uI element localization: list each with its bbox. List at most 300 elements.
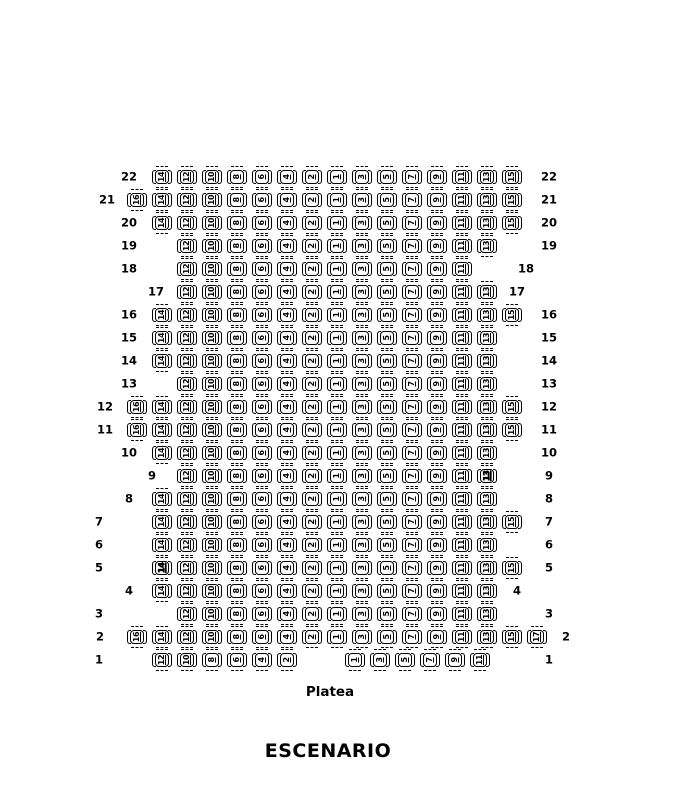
seat[interactable] [477, 511, 497, 533]
seat[interactable] [177, 580, 197, 602]
seat[interactable] [377, 557, 397, 579]
seat[interactable] [502, 189, 522, 211]
seat[interactable] [227, 327, 247, 349]
seat[interactable] [202, 626, 222, 648]
seat[interactable] [252, 511, 272, 533]
seat[interactable] [177, 465, 197, 487]
seat[interactable] [177, 350, 197, 372]
seat[interactable] [252, 649, 272, 671]
seat[interactable] [502, 511, 522, 533]
seat[interactable] [277, 166, 297, 188]
seat[interactable] [452, 442, 472, 464]
seat[interactable] [502, 626, 522, 648]
seat[interactable] [452, 580, 472, 602]
seat[interactable] [277, 626, 297, 648]
seat[interactable] [252, 465, 272, 487]
seat[interactable] [427, 557, 447, 579]
seat[interactable] [402, 580, 422, 602]
seat[interactable] [427, 396, 447, 418]
seat[interactable] [177, 327, 197, 349]
seat[interactable] [127, 396, 147, 418]
seat[interactable] [427, 304, 447, 326]
seat[interactable] [302, 465, 322, 487]
seat[interactable] [202, 258, 222, 280]
seat[interactable] [227, 281, 247, 303]
seat[interactable] [127, 419, 147, 441]
seat[interactable] [227, 373, 247, 395]
seat[interactable] [227, 212, 247, 234]
seat[interactable] [352, 235, 372, 257]
seat[interactable] [177, 235, 197, 257]
seat[interactable] [152, 304, 172, 326]
seat[interactable] [402, 350, 422, 372]
seat[interactable] [477, 419, 497, 441]
seat[interactable] [277, 511, 297, 533]
seat[interactable] [502, 304, 522, 326]
seat[interactable] [277, 258, 297, 280]
seat[interactable] [502, 212, 522, 234]
seat[interactable] [227, 350, 247, 372]
seat[interactable] [327, 396, 347, 418]
seat[interactable] [352, 626, 372, 648]
seat[interactable] [452, 626, 472, 648]
seat[interactable] [177, 511, 197, 533]
seat[interactable] [252, 488, 272, 510]
seat[interactable] [302, 235, 322, 257]
seat[interactable] [452, 212, 472, 234]
seat[interactable] [327, 419, 347, 441]
seat[interactable] [477, 350, 497, 372]
seat[interactable] [227, 580, 247, 602]
seat[interactable] [327, 235, 347, 257]
seat[interactable] [427, 281, 447, 303]
seat[interactable] [345, 649, 365, 671]
seat[interactable] [402, 419, 422, 441]
seat[interactable] [502, 396, 522, 418]
seat[interactable] [402, 511, 422, 533]
seat[interactable] [477, 281, 497, 303]
seat[interactable] [202, 580, 222, 602]
seat[interactable] [377, 488, 397, 510]
seat[interactable] [402, 465, 422, 487]
seat[interactable] [227, 465, 247, 487]
seat[interactable] [302, 258, 322, 280]
seat[interactable] [152, 626, 172, 648]
seat[interactable] [402, 488, 422, 510]
seat[interactable] [302, 281, 322, 303]
seat[interactable] [152, 442, 172, 464]
seat[interactable] [352, 511, 372, 533]
seat[interactable] [177, 534, 197, 556]
seat[interactable] [402, 327, 422, 349]
seat[interactable] [252, 281, 272, 303]
seat[interactable] [252, 212, 272, 234]
seat[interactable] [302, 626, 322, 648]
seat[interactable] [152, 419, 172, 441]
seat[interactable] [127, 189, 147, 211]
seat[interactable] [252, 396, 272, 418]
seat[interactable] [427, 465, 447, 487]
seat[interactable] [352, 396, 372, 418]
seat[interactable] [452, 281, 472, 303]
seat[interactable] [452, 534, 472, 556]
seat[interactable] [352, 350, 372, 372]
seat[interactable] [352, 488, 372, 510]
seat[interactable] [402, 442, 422, 464]
seat[interactable] [327, 580, 347, 602]
seat[interactable] [427, 166, 447, 188]
seat[interactable] [352, 304, 372, 326]
seat[interactable] [327, 212, 347, 234]
seat[interactable] [377, 327, 397, 349]
seat[interactable] [327, 189, 347, 211]
seat[interactable] [302, 580, 322, 602]
seat[interactable] [177, 603, 197, 625]
seat[interactable] [377, 304, 397, 326]
seat[interactable] [452, 419, 472, 441]
seat[interactable] [477, 465, 497, 487]
seat[interactable] [377, 396, 397, 418]
seat[interactable] [352, 373, 372, 395]
seat[interactable] [327, 166, 347, 188]
seat[interactable] [227, 166, 247, 188]
seat[interactable] [377, 350, 397, 372]
seat[interactable] [377, 373, 397, 395]
seat[interactable] [402, 166, 422, 188]
seat[interactable] [477, 534, 497, 556]
seat[interactable] [427, 488, 447, 510]
seat[interactable] [202, 396, 222, 418]
seat[interactable] [152, 189, 172, 211]
seat[interactable] [177, 488, 197, 510]
seat[interactable] [252, 304, 272, 326]
seat[interactable] [402, 534, 422, 556]
seat[interactable] [477, 189, 497, 211]
seat[interactable] [402, 557, 422, 579]
seat[interactable] [352, 580, 372, 602]
seat[interactable] [470, 649, 490, 671]
seat[interactable] [227, 603, 247, 625]
seat[interactable] [477, 603, 497, 625]
seat[interactable] [227, 649, 247, 671]
seat[interactable] [202, 488, 222, 510]
seat[interactable] [302, 534, 322, 556]
seat[interactable] [427, 442, 447, 464]
seat[interactable] [277, 557, 297, 579]
seat[interactable] [302, 350, 322, 372]
seat[interactable] [277, 304, 297, 326]
seat[interactable] [477, 166, 497, 188]
seat[interactable] [177, 258, 197, 280]
seat[interactable] [152, 166, 172, 188]
seat[interactable] [327, 258, 347, 280]
seat[interactable] [327, 465, 347, 487]
seat[interactable] [477, 373, 497, 395]
seat[interactable] [452, 511, 472, 533]
seat[interactable] [452, 557, 472, 579]
seat[interactable] [377, 626, 397, 648]
seat[interactable] [502, 419, 522, 441]
seat[interactable] [227, 557, 247, 579]
seat[interactable] [277, 350, 297, 372]
seat[interactable] [227, 626, 247, 648]
seat[interactable] [277, 465, 297, 487]
seat[interactable] [427, 189, 447, 211]
seat[interactable] [202, 281, 222, 303]
seat[interactable] [127, 626, 147, 648]
seat[interactable] [377, 580, 397, 602]
seat[interactable] [427, 350, 447, 372]
seat[interactable] [202, 442, 222, 464]
seat[interactable] [377, 465, 397, 487]
seat[interactable] [302, 557, 322, 579]
seat[interactable] [302, 373, 322, 395]
seat[interactable] [352, 258, 372, 280]
seat[interactable] [477, 396, 497, 418]
seat[interactable] [227, 235, 247, 257]
seat[interactable] [327, 603, 347, 625]
seat[interactable] [352, 603, 372, 625]
seat[interactable] [352, 327, 372, 349]
seat[interactable] [377, 258, 397, 280]
seat[interactable] [327, 511, 347, 533]
seat[interactable] [202, 557, 222, 579]
seat[interactable] [452, 235, 472, 257]
seat[interactable] [252, 189, 272, 211]
seat[interactable] [202, 189, 222, 211]
seat[interactable] [152, 327, 172, 349]
seat[interactable] [202, 373, 222, 395]
seat[interactable] [452, 258, 472, 280]
seat[interactable] [277, 281, 297, 303]
seat[interactable] [402, 626, 422, 648]
seat[interactable] [327, 281, 347, 303]
seat[interactable] [152, 350, 172, 372]
seat[interactable] [177, 166, 197, 188]
seat[interactable] [502, 557, 522, 579]
seat[interactable] [427, 258, 447, 280]
seat[interactable] [452, 396, 472, 418]
seat[interactable] [202, 511, 222, 533]
seat[interactable] [152, 212, 172, 234]
seat[interactable] [302, 189, 322, 211]
seat[interactable] [377, 166, 397, 188]
seat[interactable] [227, 488, 247, 510]
seat[interactable] [327, 488, 347, 510]
seat[interactable] [202, 304, 222, 326]
seat[interactable] [352, 166, 372, 188]
seat[interactable] [302, 511, 322, 533]
seat[interactable] [427, 626, 447, 648]
seat[interactable] [302, 212, 322, 234]
seat[interactable] [202, 350, 222, 372]
seat[interactable] [277, 442, 297, 464]
seat[interactable] [202, 603, 222, 625]
seat[interactable] [277, 649, 297, 671]
seat[interactable] [202, 419, 222, 441]
seat[interactable] [452, 373, 472, 395]
seat[interactable] [277, 235, 297, 257]
seat[interactable] [302, 166, 322, 188]
seat[interactable] [252, 327, 272, 349]
seat[interactable] [302, 396, 322, 418]
seat[interactable] [352, 465, 372, 487]
seat[interactable] [202, 534, 222, 556]
seat[interactable] [327, 626, 347, 648]
seat[interactable] [427, 373, 447, 395]
seat[interactable] [152, 557, 172, 579]
seat[interactable] [377, 419, 397, 441]
seat[interactable] [227, 419, 247, 441]
seat[interactable] [152, 511, 172, 533]
seat[interactable] [302, 304, 322, 326]
seat[interactable] [202, 166, 222, 188]
seat[interactable] [252, 603, 272, 625]
seat[interactable] [302, 442, 322, 464]
seat[interactable] [252, 350, 272, 372]
seat[interactable] [352, 212, 372, 234]
seat[interactable] [377, 212, 397, 234]
seat[interactable] [277, 373, 297, 395]
seat[interactable] [252, 534, 272, 556]
seat[interactable] [477, 580, 497, 602]
seat[interactable] [452, 350, 472, 372]
seat[interactable] [352, 557, 372, 579]
seat[interactable] [377, 281, 397, 303]
seat[interactable] [202, 327, 222, 349]
seat[interactable] [445, 649, 465, 671]
seat[interactable] [277, 212, 297, 234]
seat[interactable] [377, 442, 397, 464]
seat[interactable] [377, 511, 397, 533]
seat[interactable] [327, 373, 347, 395]
seat[interactable] [202, 465, 222, 487]
seat[interactable] [277, 189, 297, 211]
seat[interactable] [420, 649, 440, 671]
seat[interactable] [402, 304, 422, 326]
seat[interactable] [352, 419, 372, 441]
seat[interactable] [227, 304, 247, 326]
seat[interactable] [427, 603, 447, 625]
seat[interactable] [227, 258, 247, 280]
seat[interactable] [302, 419, 322, 441]
seat[interactable] [327, 557, 347, 579]
seat[interactable] [252, 442, 272, 464]
seat[interactable] [177, 304, 197, 326]
seat[interactable] [177, 189, 197, 211]
seat[interactable] [352, 189, 372, 211]
seat[interactable] [452, 488, 472, 510]
seat[interactable] [252, 557, 272, 579]
seat[interactable] [152, 580, 172, 602]
seat[interactable] [227, 189, 247, 211]
seat[interactable] [177, 396, 197, 418]
seat[interactable] [152, 649, 172, 671]
seat[interactable] [177, 419, 197, 441]
seat[interactable] [377, 235, 397, 257]
seat[interactable] [427, 534, 447, 556]
seat[interactable] [327, 304, 347, 326]
seat[interactable] [477, 488, 497, 510]
seat[interactable] [377, 534, 397, 556]
seat[interactable] [177, 281, 197, 303]
seat[interactable] [452, 189, 472, 211]
seat[interactable] [427, 419, 447, 441]
seat[interactable] [477, 626, 497, 648]
seat[interactable] [202, 235, 222, 257]
seat[interactable] [427, 511, 447, 533]
seat[interactable] [227, 534, 247, 556]
seat[interactable] [327, 442, 347, 464]
seat[interactable] [352, 281, 372, 303]
seat[interactable] [252, 419, 272, 441]
seat[interactable] [152, 488, 172, 510]
seat[interactable] [202, 649, 222, 671]
seat[interactable] [477, 442, 497, 464]
seat[interactable] [452, 465, 472, 487]
seat[interactable] [402, 189, 422, 211]
seat[interactable] [402, 373, 422, 395]
seat[interactable] [252, 626, 272, 648]
seat[interactable] [477, 304, 497, 326]
seat[interactable] [370, 649, 390, 671]
seat[interactable] [177, 649, 197, 671]
seat[interactable] [402, 603, 422, 625]
seat[interactable] [502, 166, 522, 188]
seat[interactable] [452, 603, 472, 625]
seat[interactable] [277, 419, 297, 441]
seat[interactable] [302, 327, 322, 349]
seat[interactable] [177, 442, 197, 464]
seat[interactable] [452, 166, 472, 188]
seat[interactable] [252, 373, 272, 395]
seat[interactable] [352, 442, 372, 464]
seat[interactable] [427, 235, 447, 257]
seat[interactable] [452, 327, 472, 349]
seat[interactable] [327, 534, 347, 556]
seat[interactable] [402, 212, 422, 234]
seat[interactable] [402, 235, 422, 257]
seat[interactable] [452, 304, 472, 326]
seat[interactable] [277, 327, 297, 349]
seat[interactable] [377, 189, 397, 211]
seat[interactable] [427, 580, 447, 602]
seat[interactable] [302, 603, 322, 625]
seat[interactable] [277, 488, 297, 510]
seat[interactable] [202, 212, 222, 234]
seat[interactable] [177, 557, 197, 579]
seat[interactable] [152, 396, 172, 418]
seat[interactable] [302, 488, 322, 510]
seat[interactable] [252, 580, 272, 602]
seat[interactable] [277, 396, 297, 418]
seat[interactable] [477, 327, 497, 349]
seat[interactable] [252, 235, 272, 257]
seat[interactable] [395, 649, 415, 671]
seat[interactable] [152, 534, 172, 556]
seat[interactable] [252, 166, 272, 188]
seat[interactable] [252, 258, 272, 280]
seat[interactable] [477, 235, 497, 257]
seat[interactable] [327, 350, 347, 372]
seat[interactable] [427, 327, 447, 349]
seat[interactable] [477, 212, 497, 234]
seat[interactable] [177, 626, 197, 648]
seat[interactable] [377, 603, 397, 625]
seat[interactable] [352, 534, 372, 556]
seat[interactable] [227, 396, 247, 418]
seat[interactable] [402, 396, 422, 418]
